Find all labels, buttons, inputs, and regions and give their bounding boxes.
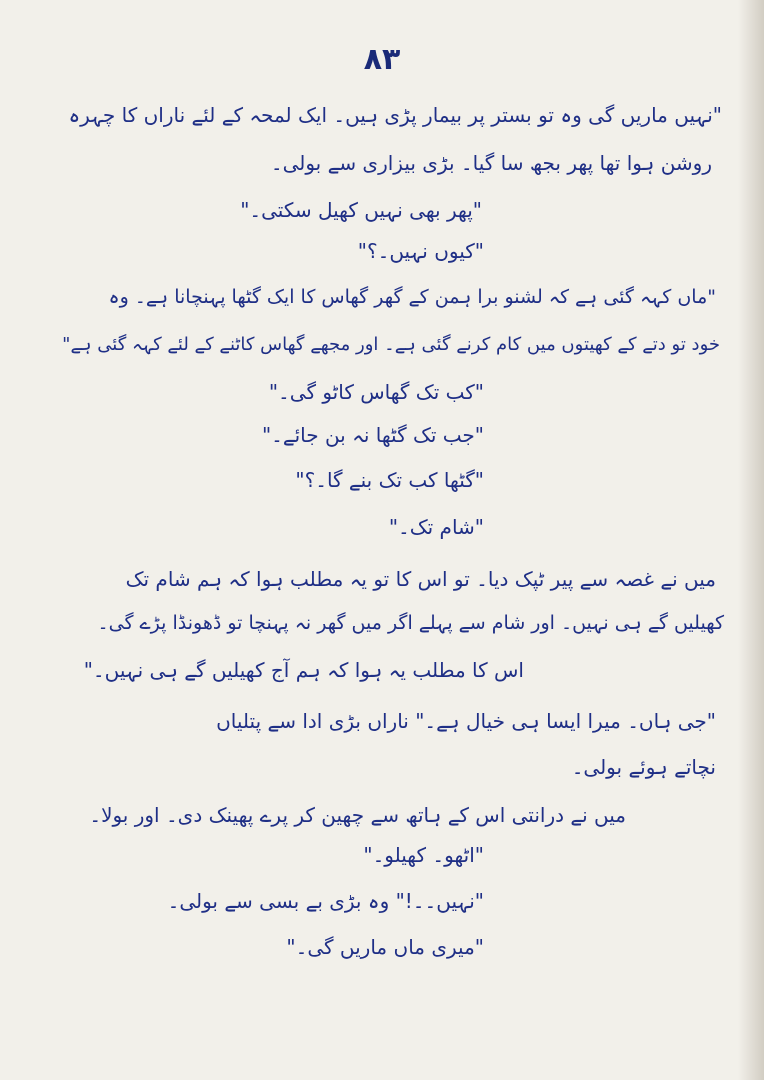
text-line: خود تو دتے کے کھیتوں میں کام کرنے گئی ہے۔ اور مجھے گھاس کاٹنے کے لئے کہہ گئی ہے" [62, 334, 720, 355]
text-line: "نہیں۔۔!" وہ بڑی بے بسی سے بولی۔ [167, 889, 484, 913]
text-line: "جب تک گٹھا نہ بن جائے۔" [261, 423, 484, 447]
text-line: "کب تک گھاس کاٹو گی۔" [268, 380, 484, 404]
text-line: میں نے درانتی اس کے ہاتھ سے چھین کر پرے پھینک دی۔ اور بولا۔ [89, 803, 626, 827]
text-line: "پھر بھی نہیں کھیل سکتی۔" [240, 198, 482, 222]
text-line: اس کا مطلب یہ ہوا کہ ہم آج کھیلیں گے ہی نہیں۔" [83, 658, 524, 682]
text-line: "اٹھو۔ کھیلو۔" [363, 843, 484, 867]
text-line: نچاتے ہوئے بولی۔ [571, 755, 716, 779]
text-line: "ماں کہہ گئی ہے کہ لشنو برا ہمن کے گھر گھاس کا ایک گٹھا پہنچانا ہے۔ وہ [108, 286, 716, 308]
text-line: "جی ہاں۔ میرا ایسا ہی خیال ہے۔" ناراں بڑی ادا سے پتلیاں [216, 709, 716, 733]
page-edge-shadow [738, 0, 764, 1080]
text-line: "کیوں نہیں۔؟" [357, 239, 484, 263]
text-line: کھیلیں گے ہی نہیں۔ اور شام سے پہلے اگر میں گھر نہ پہنچا تو ڈھونڈا پڑے گی۔ [97, 612, 724, 634]
text-line: "شام تک۔" [388, 515, 484, 539]
page-number: ۸۳ [363, 42, 401, 77]
text-line: "گٹھا کب تک بنے گا۔؟" [295, 468, 484, 492]
text-line: میں نے غصہ سے پیر ٹپک دیا۔ تو اس کا تو یہ مطلب ہوا کہ ہم شام تک [125, 567, 716, 591]
text-line: روشن ہوا تھا پھر بجھ سا گیا۔ بڑی بیزاری سے بولی۔ [270, 151, 712, 175]
text-line: "میری ماں ماریں گی۔" [286, 935, 484, 959]
text-line: "نہیں ماریں گی وہ تو بستر پر بیمار پڑی ہیں۔ ایک لمحہ کے لئے ناراں کا چہرہ [68, 103, 722, 127]
